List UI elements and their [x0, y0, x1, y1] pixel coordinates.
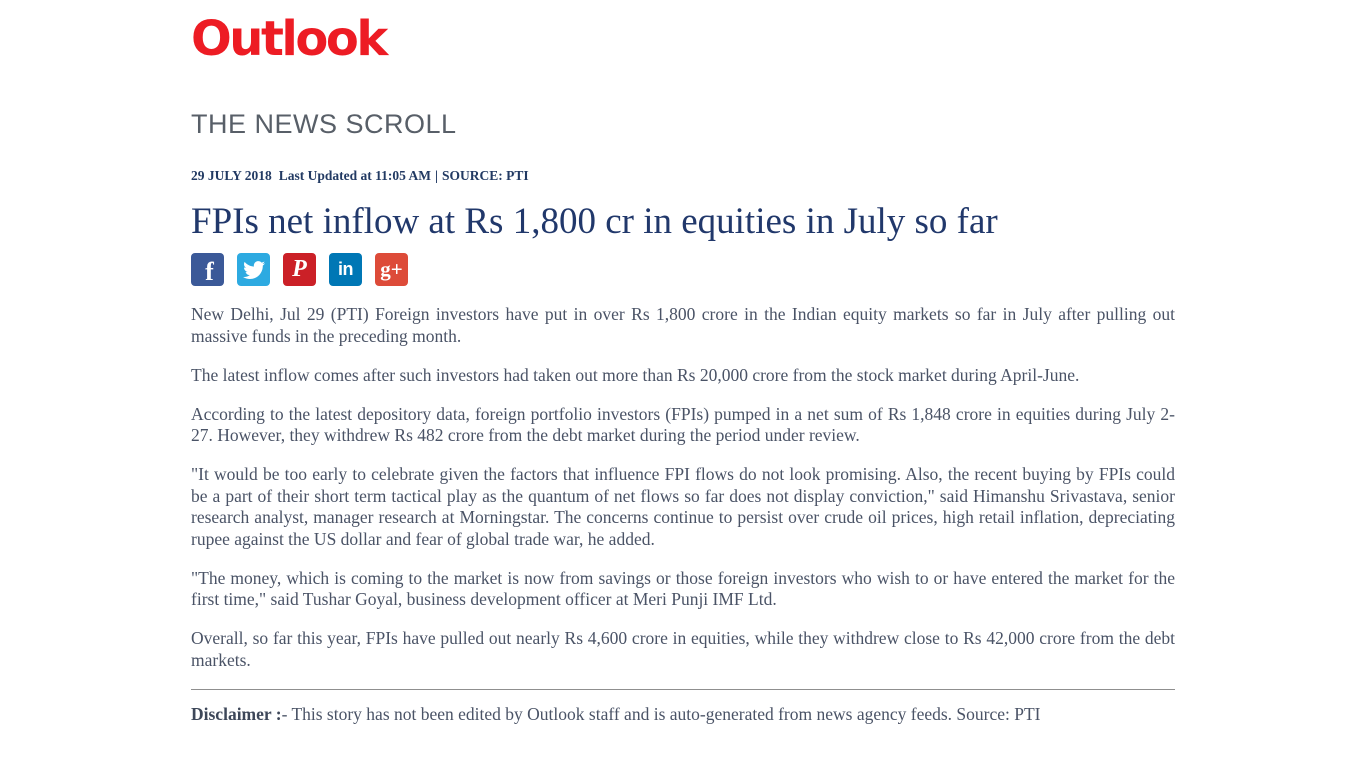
article-paragraph: Overall, so far this year, FPIs have pulled out nearly Rs 4,600 crore in equities, while they withdrew close to Rs 42,000 crore from the debt markets. — [191, 628, 1175, 670]
linkedin-share-button[interactable] — [329, 253, 362, 286]
meta-separator: | — [435, 168, 439, 183]
article-paragraph: "The money, which is coming to the market is now from savings or those foreign investors who wish to or have entered the market for the first time," said Tushar Goyal, business development officer at Meri Punji IMF Ltd. — [191, 567, 1175, 609]
pinterest-share-button[interactable] — [283, 253, 316, 286]
article-headline: FPIs net inflow at Rs 1,800 cr in equities in July so far — [191, 201, 998, 242]
googleplus-share-button[interactable] — [375, 253, 408, 286]
pinterest-icon: P — [292, 256, 307, 282]
facebook-icon: f — [205, 256, 214, 286]
meta-source: SOURCE: PTI — [442, 168, 529, 183]
article-paragraph: According to the latest depository data, foreign portfolio investors (FPIs) pumped in a net sum of Rs 1,848 crore in equities during July 2-27. However, they withdrew Rs 482 crore from the debt market during the period under review. — [191, 403, 1175, 445]
googleplus-icon: g+ — [380, 257, 403, 281]
article-paragraph: The latest inflow comes after such investors had taken out more than Rs 20,000 crore from the stock market during April-June. — [191, 364, 1080, 385]
facebook-share-button[interactable] — [191, 253, 224, 286]
divider — [191, 689, 1175, 690]
article-meta — [191, 168, 1175, 184]
article-body — [191, 304, 1175, 671]
section-title: THE NEWS SCROLL — [191, 109, 457, 139]
meta-updated: Last Updated at 11:05 AM — [278, 168, 432, 183]
disclaimer-text: - This story has not been edited by Outlook staff and is auto-generated from news agency feeds. Source: PTI — [281, 704, 1041, 724]
social-share-row — [191, 253, 1175, 286]
disclaimer — [191, 703, 1175, 725]
article-paragraph: "It would be too early to celebrate given the factors that influence FPI flows do not look promising. Also, the recent buying by FPIs could be a part of their short term tactical play as the quantum of net flows so far does not display conviction," said Himanshu Srivastava, senior research analyst, manager research at Morningstar. The concerns continue to persist over crude oil prices, high retail inflation, depreciating rupee against the US dollar and fear of global trade war, he added. — [191, 464, 1175, 549]
twitter-share-button[interactable] — [237, 253, 270, 286]
outlook-logo[interactable]: Outlook — [191, 11, 386, 67]
article-paragraph: New Delhi, Jul 29 (PTI) Foreign investors have put in over Rs 1,800 crore in the Indian equity markets so far in July after pulling out massive funds in the preceding month. — [191, 304, 1175, 346]
meta-date: 29 JULY 2018 — [191, 168, 272, 183]
linkedin-icon: in — [338, 259, 353, 279]
twitter-icon — [243, 259, 265, 281]
disclaimer-label: Disclaimer : — [191, 704, 282, 724]
